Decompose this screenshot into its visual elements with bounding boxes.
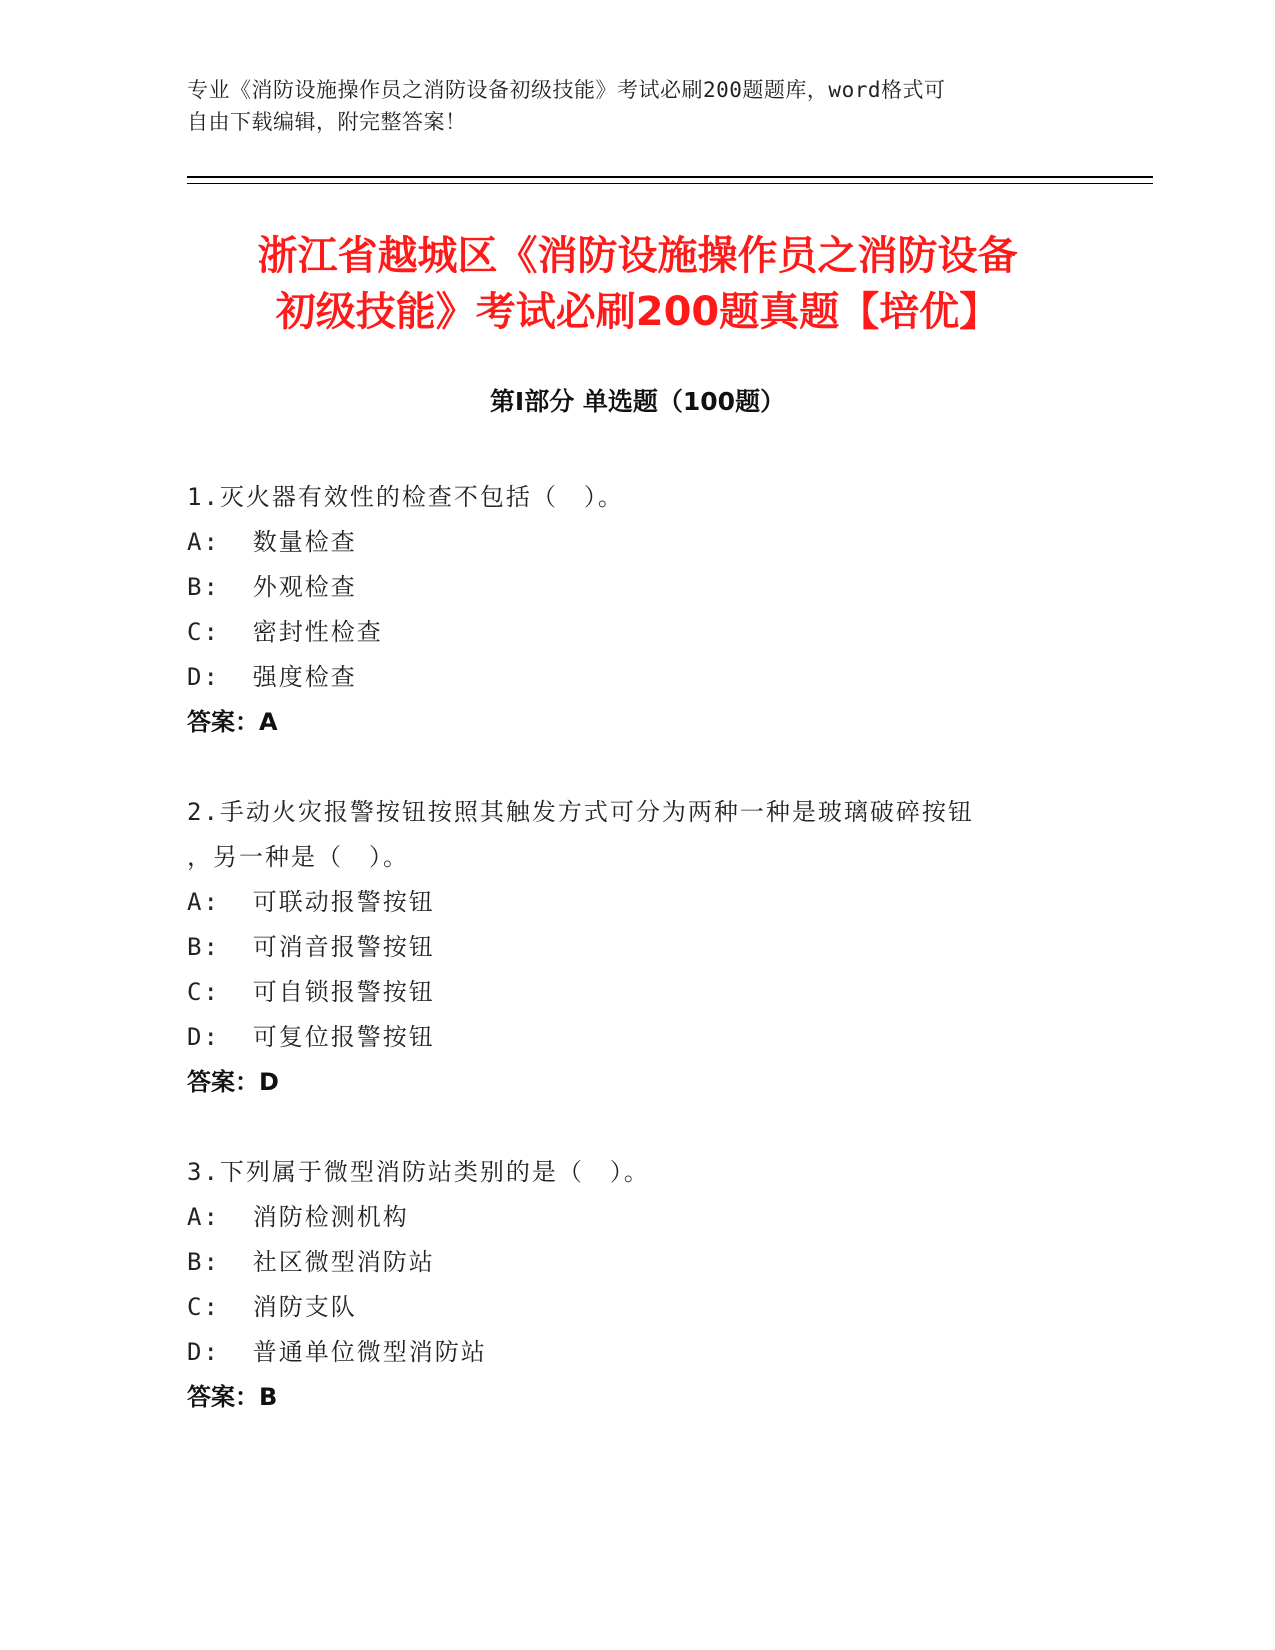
question-3 [187,1150,1067,1420]
document-title-line-2: 初级技能》考试必刷200题真题【培优】 [275,289,1000,335]
option-b: B: 外观检查 [187,573,357,601]
option-d: D: 可复位报警按钮 [187,1023,435,1051]
header-note-line-1: 专业《消防设施操作员之消防设备初级技能》考试必刷200题题库，word格式可 [187,78,946,102]
option-c: C: 可自锁报警按钮 [187,978,435,1006]
question-1 [187,475,1067,745]
document-title-line-1: 浙江省越城区《消防设施操作员之消防设备 [257,233,1018,279]
answer-line: 答案：B [187,1383,278,1411]
question-list [187,475,1067,1465]
document-title [150,228,1125,340]
option-a: A: 可联动报警按钮 [187,888,435,916]
option-a: A: 数量检查 [187,528,357,556]
option-d: D: 强度检查 [187,663,357,691]
option-b: B: 可消音报警按钮 [187,933,435,961]
option-c: C: 消防支队 [187,1293,357,1321]
header-divider-thin [187,183,1153,184]
question-stem: 2.手动火灾报警按钮按照其触发方式可分为两种一种是玻璃破碎按钮 [187,798,974,826]
answer-line: 答案：D [187,1068,279,1096]
question-stem: 1.灭火器有效性的检查不包括（ ）。 [187,483,624,511]
header-note-line-2: 自由下载编辑，附完整答案！ [187,110,467,134]
answer-line: 答案：A [187,708,278,736]
option-c: C: 密封性检查 [187,618,383,646]
question-2 [187,790,1067,1105]
section-heading: 第Ⅰ部分 单选题（100题） [489,387,786,416]
option-b: B: 社区微型消防站 [187,1248,435,1276]
header-divider-thick [187,176,1153,178]
header-note [187,74,1067,138]
option-d: D: 普通单位微型消防站 [187,1338,487,1366]
question-stem-continued: ，另一种是（ ）。 [187,843,409,871]
question-stem: 3.下列属于微型消防站类别的是（ ）。 [187,1158,650,1186]
option-a: A: 消防检测机构 [187,1203,409,1231]
